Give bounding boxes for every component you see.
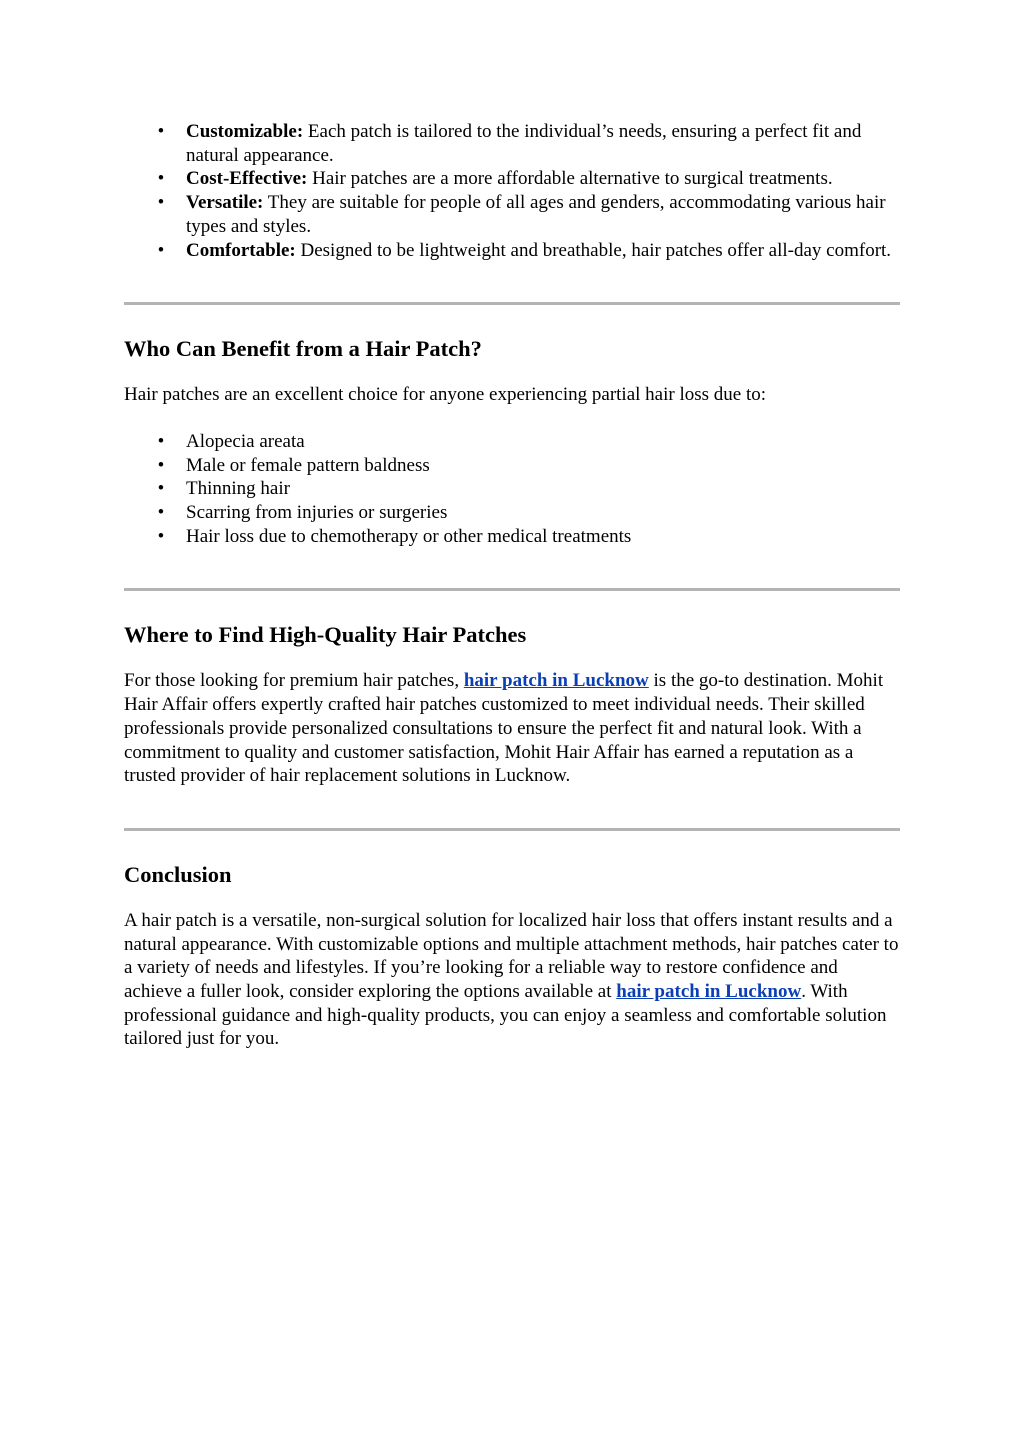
- bullet-icon: •: [157, 239, 165, 261]
- where-text-before: For those looking for premium hair patches,: [124, 670, 464, 692]
- who-list: [124, 430, 900, 549]
- section-heading-where: Where to Find High-Quality Hair Patches: [124, 622, 527, 648]
- bullet-icon: •: [157, 454, 165, 476]
- bullet-icon: •: [157, 478, 165, 500]
- hair-patch-lucknow-link[interactable]: hair patch in Lucknow: [463, 670, 649, 692]
- who-intro: Hair patches are an excellent choice for anyone experiencing partial hair loss due to:: [124, 384, 767, 406]
- bullet-icon: •: [157, 430, 165, 452]
- list-item: [124, 477, 900, 501]
- benefit-label: Cost-Effective:: [186, 168, 308, 190]
- bullet-icon: •: [157, 502, 165, 524]
- benefit-text: Hair patches are a more affordable alternative to surgical treatments.: [307, 168, 833, 190]
- list-item-text: Hair loss due to chemotherapy or other medical treatments: [186, 525, 632, 547]
- list-item: [124, 454, 900, 478]
- list-item: [124, 430, 900, 454]
- hair-patch-lucknow-link[interactable]: hair patch in Lucknow: [616, 981, 802, 1003]
- list-item-text: Male or female pattern baldness: [186, 454, 430, 476]
- list-item: [124, 501, 900, 525]
- conclusion-text-after: . With professional guidance and high-quality products, you can enjoy a seamless and comfortable solution tailored just for you.: [124, 981, 887, 1050]
- document-page: [124, 120, 900, 1051]
- list-item-text: Thinning hair: [186, 478, 290, 500]
- section-heading-who: Who Can Benefit from a Hair Patch?: [124, 336, 482, 362]
- list-item-text: Alopecia areata: [186, 430, 305, 452]
- list-item: [124, 120, 900, 167]
- section-heading-conclusion: Conclusion: [124, 861, 232, 887]
- benefits-list: [124, 120, 900, 262]
- conclusion-text-before: A hair patch is a versatile, non-surgical solution for localized hair loss that offers instant results and a natural appearance. With customizable options and multiple attachment methods, hair patches cater to a variety of needs and lifestyles. If you’re looking for a reliable way to restore confidence and achieve a fuller look, consider exploring the options available at: [124, 909, 899, 1003]
- benefit-text: Designed to be lightweight and breathable, hair patches offer all-day comfort.: [295, 239, 892, 261]
- benefit-text: They are suitable for people of all ages and genders, accommodating various hair types and styles.: [186, 192, 886, 237]
- section-divider: [124, 302, 900, 305]
- list-item: [124, 239, 900, 263]
- benefit-label: Customizable:: [186, 121, 304, 142]
- list-item: [124, 191, 900, 238]
- where-text-after: is the go-to destination. Mohit Hair Affair offers expertly crafted hair patches customized to meet individual needs. Their skilled professionals provide personalized consultations to ensure the perfect fit and natural look. With a commitment to quality and customer satisfaction, Mohit Hair Affair has earned a reputation as a trusted provider of hair replacement solutions in Lucknow.: [124, 670, 884, 787]
- list-item: [124, 167, 900, 191]
- bullet-icon: •: [157, 121, 165, 142]
- section-divider: [124, 828, 900, 831]
- list-item-text: Scarring from injuries or surgeries: [186, 502, 448, 524]
- benefit-label: Comfortable:: [186, 239, 296, 261]
- list-item: [124, 525, 900, 549]
- section-divider: [124, 588, 900, 591]
- bullet-icon: •: [157, 525, 165, 547]
- where-paragraph: [124, 669, 900, 788]
- conclusion-paragraph: [124, 909, 900, 1051]
- benefit-text: Each patch is tailored to the individual’s needs, ensuring a perfect fit and natural appearance.: [186, 121, 862, 166]
- benefit-label: Versatile:: [186, 192, 264, 214]
- bullet-icon: •: [157, 192, 165, 214]
- bullet-icon: •: [157, 168, 165, 190]
